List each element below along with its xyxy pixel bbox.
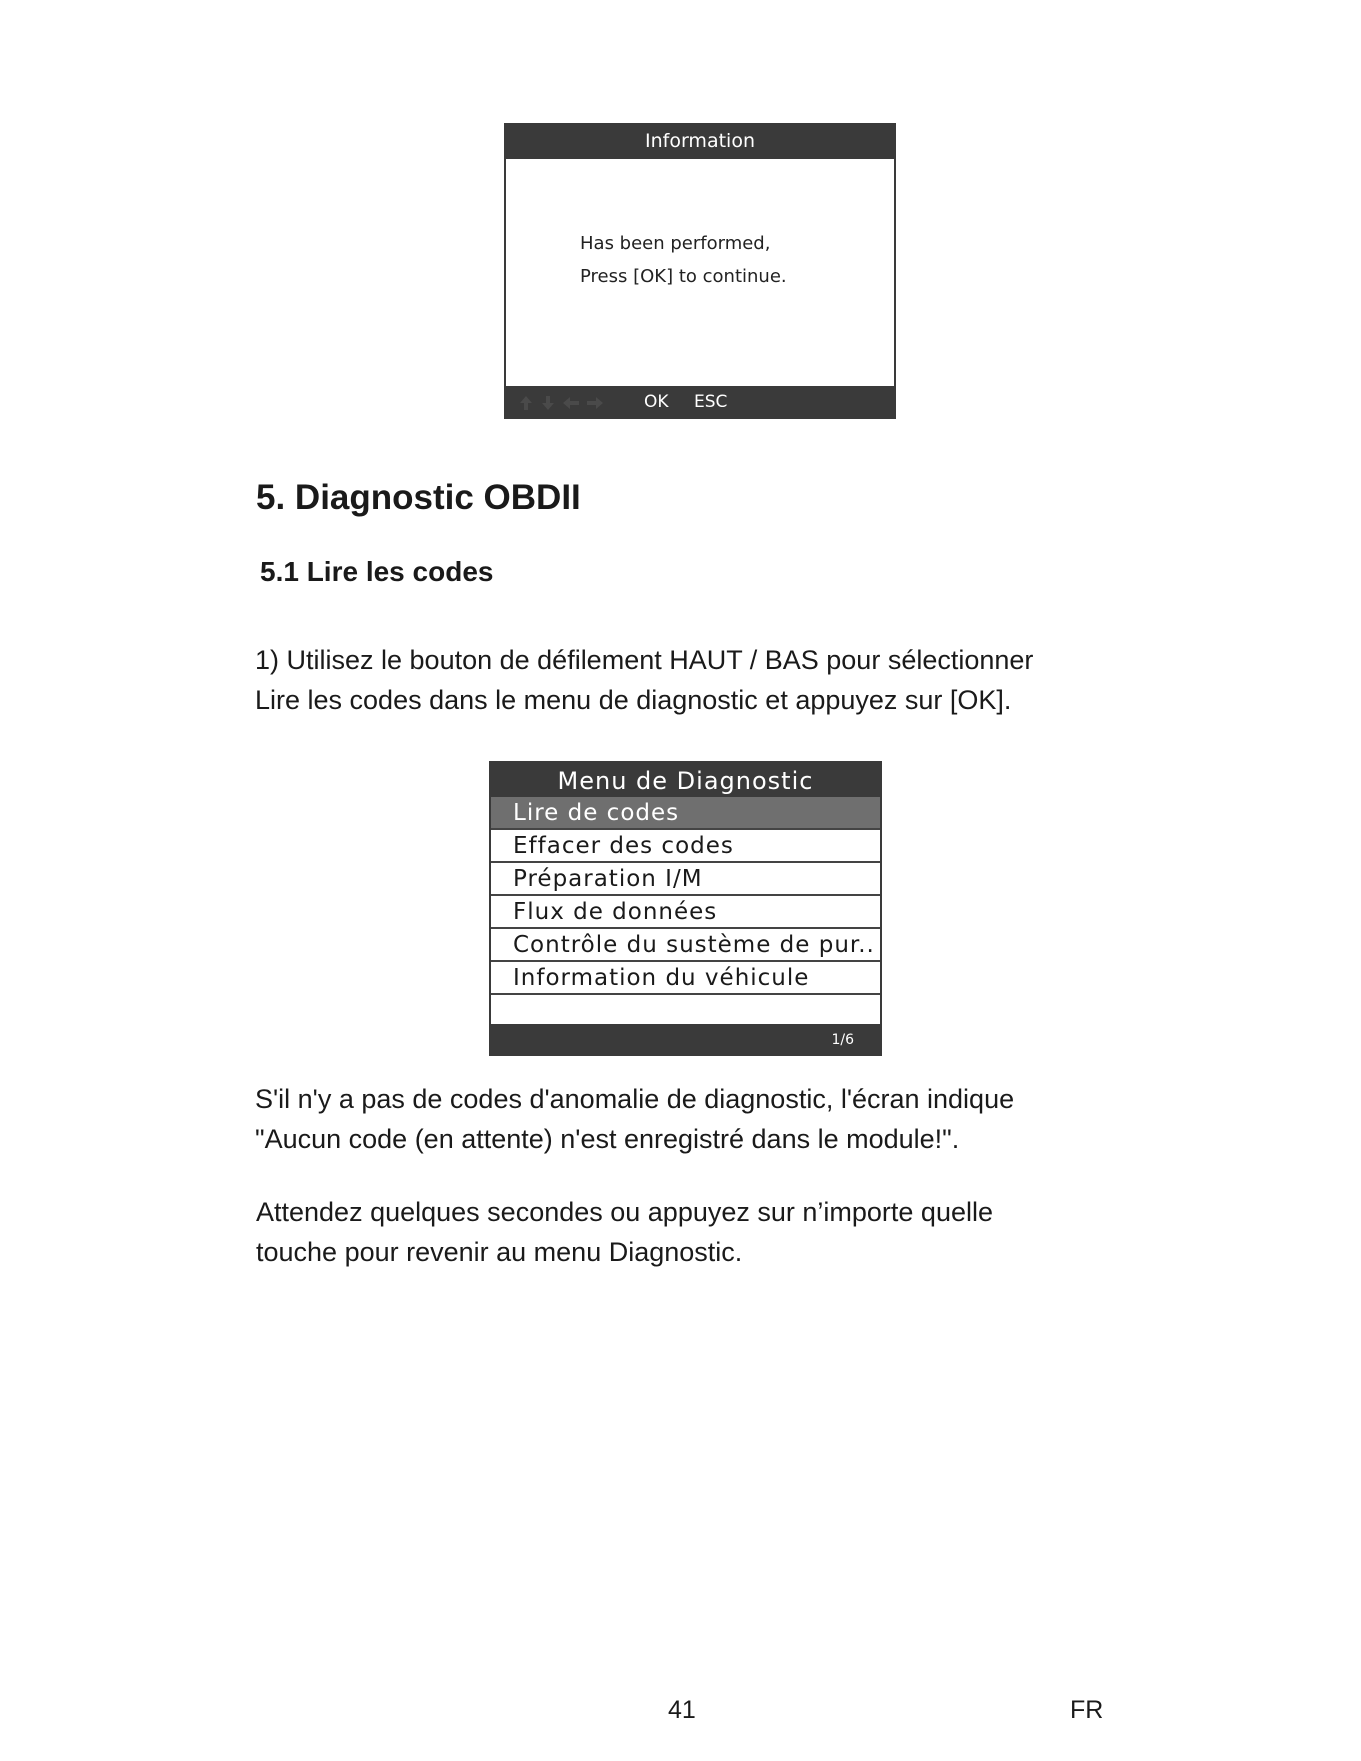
diagnostic-menu-screen — [489, 761, 882, 1056]
information-message — [580, 227, 787, 293]
page-number: 41 — [668, 1696, 696, 1724]
menu-item-erase-codes[interactable]: Effacer des codes — [491, 830, 880, 863]
section-title: 5. Diagnostic OBDII — [256, 478, 581, 517]
menu-item-data-stream[interactable]: Flux de données — [491, 896, 880, 929]
menu-item-im-readiness[interactable]: Préparation I/M — [491, 863, 880, 896]
esc-button[interactable]: ESC — [694, 392, 728, 412]
menu-item-read-codes[interactable]: Lire de codes — [491, 797, 880, 830]
paragraph-1-line-2: Lire les codes dans le menu de diagnostic et appuyez sur [OK]. — [255, 685, 1012, 715]
diagnostic-menu-title: Menu de Diagnostic — [491, 763, 880, 797]
instruction-paragraph-1 — [255, 640, 1033, 720]
information-screen — [504, 123, 896, 419]
no-codes-paragraph — [255, 1079, 1014, 1159]
information-screen-footer — [504, 386, 896, 419]
navigation-arrows — [518, 386, 604, 411]
paragraph-1-line-1: 1) Utilisez le bouton de défilement HAUT / BAS pour sélectionner — [255, 645, 1034, 675]
paragraph-2-line-2: "Aucun code (en attente) n'est enregistré dans le module!". — [255, 1124, 960, 1154]
arrow-down-icon[interactable] — [540, 395, 556, 411]
menu-item-empty — [491, 995, 880, 1026]
page-indicator: 1/6 — [831, 1032, 854, 1048]
information-screen-title: Information — [504, 123, 896, 159]
diagnostic-menu-footer — [489, 1024, 882, 1056]
menu-item-system-control[interactable]: Contrôle du sustème de pur.. — [491, 929, 880, 962]
paragraph-2-line-1: S'il n'y a pas de codes d'anomalie de diagnostic, l'écran indique — [255, 1084, 1015, 1114]
menu-item-vehicle-information[interactable]: Information du véhicule — [491, 962, 880, 995]
arrow-left-icon[interactable] — [562, 395, 580, 411]
information-message-line-2: Press [OK] to continue. — [580, 266, 787, 287]
paragraph-3-line-2: touche pour revenir au menu Diagnostic. — [256, 1237, 743, 1267]
arrow-up-icon[interactable] — [518, 395, 534, 411]
arrow-right-icon[interactable] — [586, 395, 604, 411]
information-message-line-1: Has been performed, — [580, 233, 771, 254]
return-paragraph — [256, 1192, 993, 1272]
language-code: FR — [1070, 1696, 1104, 1724]
paragraph-3-line-1: Attendez quelques secondes ou appuyez sur n’importe quelle — [256, 1197, 993, 1227]
subsection-title: 5.1 Lire les codes — [260, 556, 494, 587]
ok-button[interactable]: OK — [644, 392, 669, 412]
